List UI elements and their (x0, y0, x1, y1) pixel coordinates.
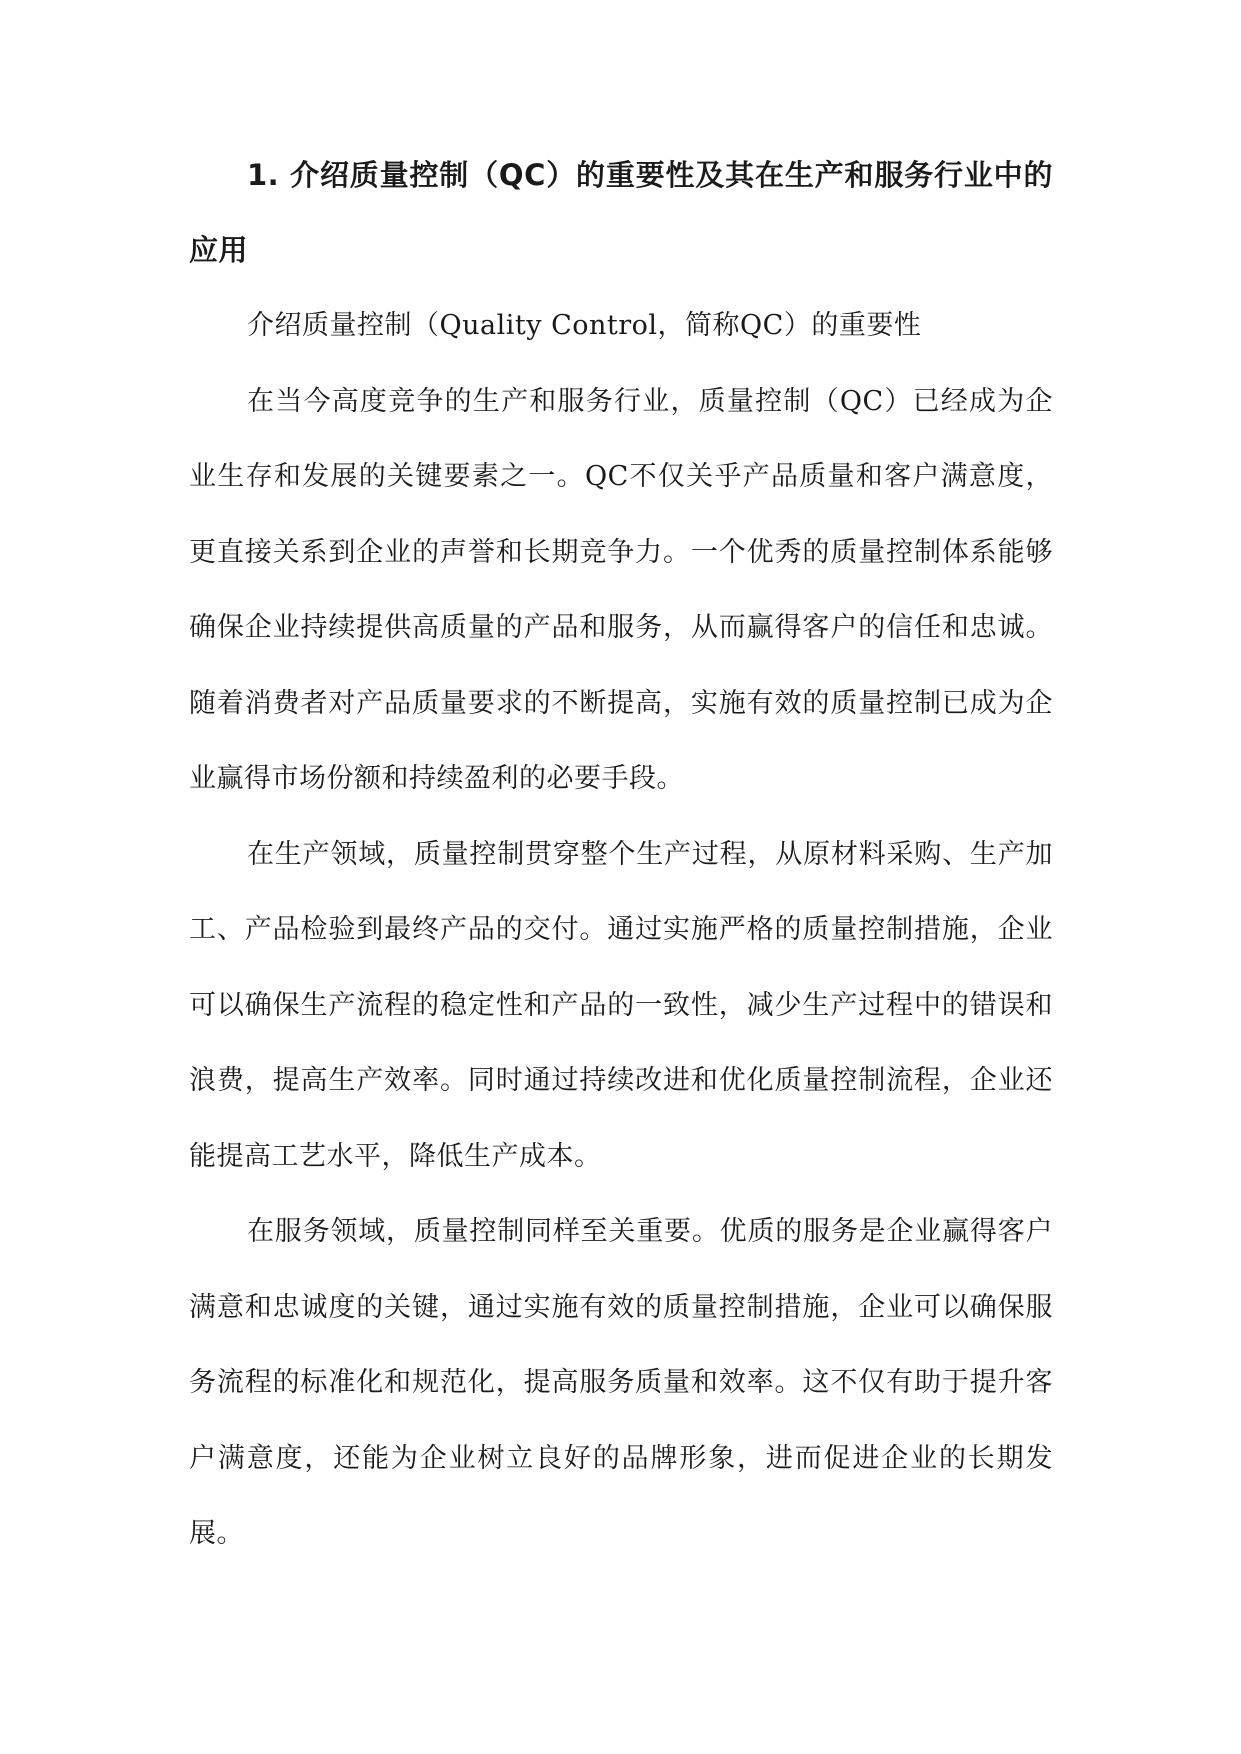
paragraph-production: 在生产领域，质量控制贯穿整个生产过程，从原材料采购、生产加工、产品检验到最终产品的交付。通过实施严格的质量控制措施，企业可以确保生产流程的稳定性和产品的一致性，减少生产过程中的错误和浪费，提高生产效率。同时通过持续改进和优化质量控制流程，企业还能提高工艺水平，降低生产成本。 (189, 838, 1053, 1172)
paragraph-service: 在服务领域，质量控制同样至关重要。优质的服务是企业赢得客户满意和忠诚度的关键，通过实施有效的质量控制措施，企业可以确保服务流程的标准化和规范化，提高服务质量和效率。这不仅有助于提升客户满意度，还能为企业树立良好的品牌形象，进而促进企业的长期发展。 (189, 1216, 1053, 1549)
section-heading: 1. 介绍质量控制（QC）的重要性及其在生产和服务行业中的应用 (189, 158, 1053, 267)
subheading: 介绍质量控制（Quality Control，简称QC）的重要性 (247, 310, 922, 341)
paragraph-intro: 在当今高度竞争的生产和服务行业，质量控制（QC）已经成为企业生存和发展的关键要素之一。QC不仅关乎产品质量和客户满意度，更直接关系到企业的声誉和长期竞争力。一个优秀的质量控制体系能够确保企业持续提供高质量的产品和服务，从而赢得客户的信任和忠诚。随着消费者对产品质量要求的不断提高，实施有效的质量控制已成为企业赢得市场份额和持续盈利的必要手段。 (189, 385, 1053, 794)
document-body (189, 138, 1053, 1572)
